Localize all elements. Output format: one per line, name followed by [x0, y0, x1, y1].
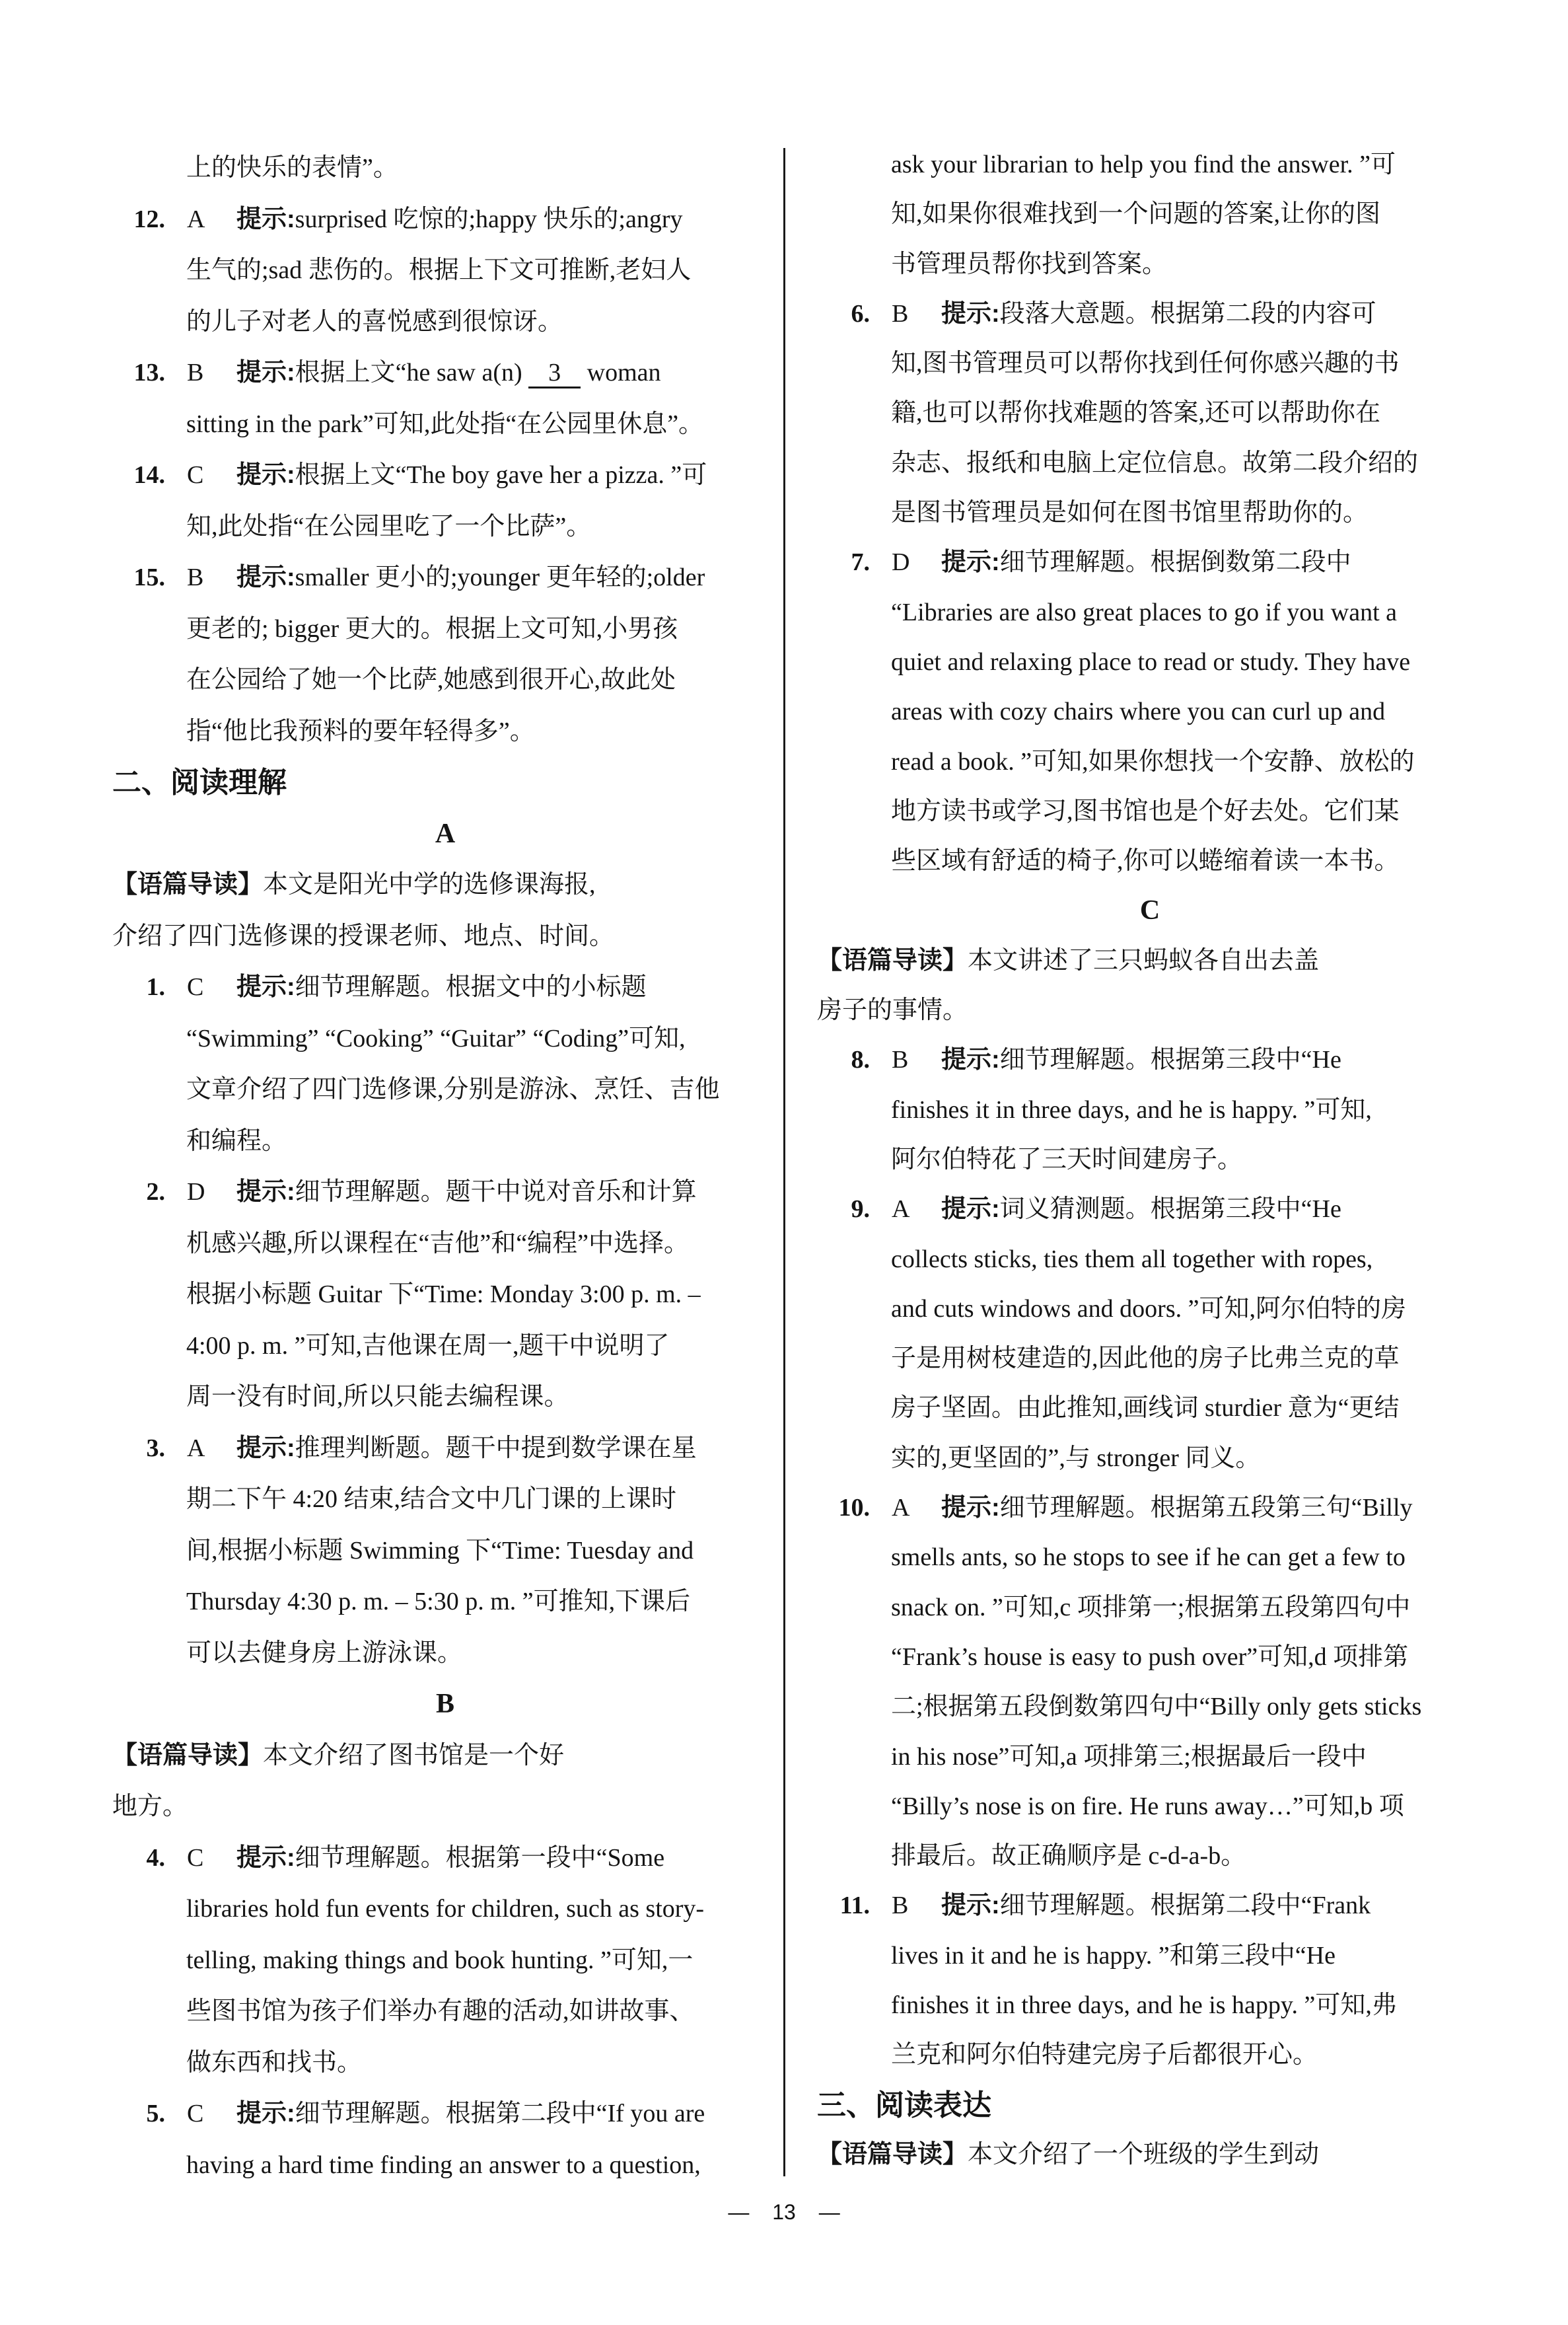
line-text: 上的快乐的表情”。: [186, 154, 398, 182]
line-text: 兰克和阿尔伯特建完房子后都很开心。: [891, 2041, 1318, 2069]
hint-label: 提示:: [941, 1494, 1000, 1522]
line-text: 根据上文“he saw a(n): [295, 359, 529, 387]
hint-label: 提示:: [236, 359, 295, 387]
answer-item-line: [112, 450, 778, 501]
line-text: ask your librarian to help you find the answer. ”可: [891, 151, 1396, 178]
line-text: 地方。: [112, 1792, 188, 1820]
hint-label: 提示:: [941, 1195, 1000, 1224]
line-text: smells ants, so he stops to see if he can get a few to: [891, 1543, 1406, 1572]
text-line: [817, 1135, 1483, 1185]
line-text: 地方读书或学习,图书馆也是个好去处。它们某: [891, 797, 1400, 825]
answer-letter: A: [892, 1494, 910, 1522]
line-text: 词义猜测题。根据第三段中“He: [999, 1195, 1341, 1224]
line-text: lives in it and he is happy. ”和第三段中“He: [891, 1941, 1336, 1970]
hint-label: 【语篇导读】: [817, 2140, 968, 2168]
line-text: 知,此处指“在公园里吃了一个比萨”。: [186, 512, 592, 540]
line-text: and cuts windows and doors. ”可知,阿尔伯特的房: [891, 1294, 1406, 1323]
answer-item-line: [817, 1881, 1483, 1931]
line-text: 间,根据小标题 Swimming 下“Time: Tuesday and: [186, 1536, 694, 1565]
line-text: 本文介绍了一个班级的学生到动: [968, 2140, 1320, 2168]
text-line: [112, 706, 778, 758]
line-text: 段落大意题。根据第二段的内容可: [999, 299, 1376, 328]
line-text: 指“他比我预料的要年轻得多”。: [186, 717, 535, 745]
hint-label: 提示:: [236, 1843, 295, 1872]
text-line: [817, 588, 1483, 638]
text-line: [112, 297, 778, 348]
line-text: snack on. ”可知,c 项排第一;根据第五段第四句中: [891, 1593, 1411, 1621]
answer-letter: A: [187, 205, 205, 233]
line-text: 实的,更坚固的”,与 stronger 同义。: [891, 1444, 1261, 1472]
text-line: [817, 737, 1483, 787]
line-text: telling, making things and book hunting. ”可知,一: [186, 1946, 694, 1974]
line-text: “Swimming” “Cooking” “Guitar” “Coding”可知,: [186, 1024, 686, 1052]
line-text: 生气的;sad 悲伤的。根据上下文可推断,老妇人: [186, 256, 692, 284]
line-text: areas with cozy chairs where you can curl up and: [891, 698, 1386, 726]
passage-intro-line: [112, 911, 778, 963]
answer-letter: C: [187, 1843, 204, 1872]
answer-item-line: [112, 1833, 778, 1884]
answer-letter: A: [892, 1195, 910, 1224]
answer-letter: B: [187, 359, 204, 387]
line-text: 些区域有舒适的椅子,你可以蜷缩着读一本书。: [891, 847, 1400, 875]
line-text: 做东西和找书。: [186, 2048, 363, 2077]
answer-letter: D: [187, 1178, 205, 1206]
item-number: 5.: [146, 2100, 165, 2127]
text-line: [817, 1782, 1483, 1831]
item-number: 2.: [146, 1178, 165, 1206]
passage-intro-line: [817, 2130, 1483, 2180]
answer-letter: B: [892, 299, 909, 328]
line-text: 根据上文“The boy gave her a pizza. ”可: [295, 461, 707, 489]
line-text: in his nose”可知,a 项排第三;根据最后一段中: [891, 1742, 1367, 1771]
answer-item-line: [112, 348, 778, 399]
line-text: 周一没有时间,所以只能去编程课。: [186, 1383, 569, 1411]
line-text: 细节理解题。题干中说对音乐和计算: [295, 1178, 697, 1206]
line-text: 文章介绍了四门选修课,分别是游泳、烹饪、吉他: [186, 1076, 720, 1103]
line-text: 房子坚固。由此推知,画线词 sturdier 意为“更结: [891, 1394, 1400, 1422]
text-line: [817, 787, 1483, 836]
answer-item-line: [112, 552, 778, 604]
passage-intro-line: [817, 936, 1483, 986]
answer-letter: C: [187, 461, 204, 489]
line-text: collects sticks, ties them all together with ropes,: [891, 1245, 1373, 1273]
line-text: quiet and relaxing place to read or study. They have: [891, 647, 1411, 676]
hint-label: 【语篇导读】: [817, 946, 968, 975]
text-line: [817, 1633, 1483, 1682]
line-text: “Frank’s house is easy to push over”可知,d 项排第: [891, 1642, 1409, 1671]
text-line: [112, 245, 778, 297]
text-line: [817, 140, 1483, 190]
text-line: [112, 143, 778, 194]
text-line: [817, 1334, 1483, 1384]
answer-letter: C: [187, 973, 204, 1001]
passage-intro-line: [817, 986, 1483, 1035]
hint-label: 提示:: [941, 548, 1000, 577]
item-number: 3.: [146, 1434, 165, 1462]
text-line: [112, 1372, 778, 1423]
text-line: [112, 501, 778, 553]
line-text: B: [435, 1689, 454, 1719]
column-divider: [783, 148, 785, 2176]
text-line: [817, 1732, 1483, 1782]
line-text: 阿尔伯特花了三天时间建房子。: [891, 1145, 1243, 1173]
text-line: [817, 240, 1483, 289]
line-text: having a hard time finding an answer to a question,: [186, 2151, 701, 2179]
text-line: [817, 1533, 1483, 1582]
text-line: [817, 2030, 1483, 2080]
line-text: 杂志、报纸和电脑上定位信息。故第二段介绍的: [891, 449, 1419, 477]
text-line: [817, 1583, 1483, 1633]
line-text: A: [435, 818, 456, 849]
text-line: [817, 1682, 1483, 1732]
text-line: [817, 1235, 1483, 1284]
answer-letter: B: [892, 1892, 909, 1920]
item-number: 11.: [839, 1892, 870, 1920]
passage-label: [112, 809, 778, 860]
text-line: [112, 1064, 778, 1116]
hint-label: 提示:: [236, 461, 295, 489]
hint-label: 提示:: [236, 1434, 295, 1462]
line-text: 房子的事情。: [817, 996, 968, 1025]
text-line: [817, 687, 1483, 737]
answer-letter: B: [187, 564, 204, 591]
line-text: 4:00 p. m. ”可知,吉他课在周一,题干中说明了: [186, 1331, 670, 1360]
line-text: read a book. ”可知,如果你想找一个安静、放松的: [891, 747, 1415, 776]
text-line: [817, 190, 1483, 239]
line-text: 二;根据第五段倒数第四句中“Billy only gets sticks: [891, 1693, 1422, 1721]
hint-label: 提示:: [236, 564, 295, 591]
text-line: [112, 1526, 778, 1577]
answer-item-line: [817, 1035, 1483, 1085]
text-line: [817, 1931, 1483, 1981]
hint-label: 【语篇导读】: [112, 871, 264, 899]
text-line: [112, 1474, 778, 1526]
line-text: 更老的; bigger 更大的。根据上文可知,小男孩: [186, 614, 678, 643]
text-line: [112, 1935, 778, 1987]
line-text: 本文介绍了图书馆是一个好: [263, 1741, 565, 1769]
line-text: 子是用树枝建造的,因此他的房子比弗兰克的草: [891, 1345, 1400, 1373]
passage-label: [817, 886, 1483, 936]
passage-intro-line: [112, 1730, 778, 1782]
text-line: [817, 1831, 1483, 1881]
line-text: 细节理解题。根据第二段中“If you are: [295, 2100, 705, 2127]
hint-label: 提示:: [236, 2100, 295, 2127]
item-number: 7.: [851, 548, 870, 577]
text-line: [112, 1321, 778, 1372]
item-number: 6.: [851, 299, 870, 328]
text-line: [112, 1576, 778, 1628]
line-text: Thursday 4:30 p. m. – 5:30 p. m. ”可推知,下课后: [186, 1588, 691, 1615]
line-text: 和编程。: [186, 1126, 287, 1155]
line-text: libraries hold fun events for children, such as story-: [186, 1895, 705, 1923]
hint-label: 提示:: [236, 205, 295, 233]
line-text: 知,如果你很难找到一个问题的答案,让你的图: [891, 200, 1381, 229]
line-text: 本文是阳光中学的选修课海报,: [263, 871, 596, 899]
line-text: 的儿子对老人的喜悦感到很惊讶。: [186, 307, 563, 336]
text-line: [112, 1218, 778, 1270]
left-column: [112, 143, 778, 2191]
text-line: [817, 488, 1483, 538]
answer-item-line: [817, 1185, 1483, 1234]
line-text: 根据小标题 Guitar 下“Time: Monday 3:00 p. m. –: [186, 1280, 701, 1308]
line-text: 籍,也可以帮你找难题的答案,还可以帮助你在: [891, 399, 1381, 427]
line-text: 细节理解题。根据倒数第二段中: [999, 548, 1351, 577]
item-number: 12.: [133, 205, 165, 233]
line-text: 排最后。故正确顺序是 c-d-a-b。: [891, 1842, 1246, 1870]
line-text: 细节理解题。根据文中的小标题: [295, 973, 647, 1001]
text-line: [817, 836, 1483, 886]
line-text: 期二下午 4:20 结束,结合文中几门课的上课时: [186, 1485, 677, 1513]
line-text: 是图书管理员是如何在图书馆里帮助你的。: [891, 499, 1369, 527]
line-text: sitting in the park”可知,此处指“在公园里休息”。: [186, 410, 704, 438]
text-line: [112, 604, 778, 655]
line-text: 细节理解题。根据第五段第三句“Billy: [999, 1494, 1413, 1522]
answer-item-line: [817, 1483, 1483, 1533]
hint-label: 提示:: [941, 1892, 1000, 1920]
item-number: 4.: [146, 1843, 165, 1872]
answer-letter: D: [892, 548, 910, 577]
item-number: 13.: [133, 359, 165, 387]
passage-intro-line: [112, 860, 778, 911]
line-text: surprised 吃惊的;happy 快乐的;angry: [295, 205, 683, 233]
line-text: 可以去健身房上游泳课。: [186, 1639, 463, 1667]
line-text: “Billy’s nose is on fire. He runs away…”可知,b 项: [891, 1792, 1404, 1820]
text-line: [817, 1284, 1483, 1334]
line-text: C: [1139, 895, 1160, 926]
line-text: woman: [581, 359, 661, 387]
line-text: “Libraries are also great places to go if you want a: [891, 598, 1398, 626]
answer-letter: C: [187, 2100, 204, 2127]
text-line: [817, 1434, 1483, 1483]
text-line: [817, 1384, 1483, 1433]
passage-label: [112, 1679, 778, 1730]
line-text: 在公园给了她一个比萨,她感到很开心,故此处: [186, 666, 676, 694]
hint-label: 提示:: [941, 299, 1000, 328]
text-line: [112, 655, 778, 706]
text-line: [112, 2140, 778, 2192]
item-number: 14.: [133, 461, 165, 489]
right-column: [817, 140, 1483, 2180]
line-text: 细节理解题。根据第三段中“He: [999, 1046, 1341, 1074]
line-text: 推理判断题。题干中提到数学课在星: [295, 1434, 697, 1462]
hint-label: 【语篇导读】: [112, 1741, 264, 1769]
text-line: [817, 439, 1483, 488]
line-text: smaller 更小的;younger 更年轻的;older: [295, 564, 705, 591]
hint-label: 提示:: [941, 1046, 1000, 1074]
line-text: 介绍了四门选修课的授课老师、地点、时间。: [112, 922, 615, 950]
answer-item-line: [112, 2088, 778, 2140]
text-line: [817, 339, 1483, 388]
answer-letter: A: [187, 1434, 205, 1462]
text-line: [112, 1884, 778, 1935]
text-line: [817, 388, 1483, 438]
item-number: 10.: [838, 1494, 870, 1522]
text-line: [817, 638, 1483, 687]
answer-item-line: [112, 1423, 778, 1475]
answer-item-line: [112, 194, 778, 246]
answer-letter: B: [892, 1046, 909, 1074]
line-text: 细节理解题。根据第一段中“Some: [295, 1843, 665, 1872]
hint-label: 提示:: [236, 1178, 295, 1206]
line-text: 知,图书管理员可以帮你找到任何你感兴趣的书: [891, 350, 1400, 378]
text-line: [817, 1981, 1483, 2030]
line-text: 书管理员帮你找到答案。: [891, 250, 1168, 278]
text-line: [112, 1628, 778, 1679]
text-line: [112, 1986, 778, 2038]
passage-intro-line: [112, 1781, 778, 1833]
item-number: 9.: [851, 1195, 870, 1224]
answer-item-line: [817, 289, 1483, 339]
text-line: [817, 1086, 1483, 1135]
line-text: finishes it in three days, and he is happy. ”可知,: [891, 1095, 1372, 1124]
page-number: — 13 —: [728, 2200, 840, 2224]
answer-item-line: [112, 962, 778, 1014]
line-text: 本文讲述了三只蚂蚁各自出去盖: [968, 946, 1320, 975]
text-line: [112, 1269, 778, 1321]
line-text: finishes it in three days, and he is happy. ”可知,弗: [891, 1991, 1397, 2019]
blank-answer: 3: [528, 359, 581, 388]
line-text: 细节理解题。根据第二段中“Frank: [999, 1892, 1371, 1920]
item-number: 8.: [851, 1046, 870, 1074]
line-text: 三、阅读表达: [817, 2088, 991, 2122]
section-heading: [817, 2081, 1483, 2130]
section-heading: [112, 757, 778, 809]
line-text: 机感兴趣,所以课程在“吉他”和“编程”中选择。: [186, 1229, 689, 1257]
hint-label: 提示:: [236, 973, 295, 1001]
text-line: [112, 2038, 778, 2089]
text-line: [112, 1014, 778, 1065]
item-number: 15.: [133, 564, 165, 591]
text-line: [112, 1116, 778, 1167]
line-text: 二、阅读理解: [112, 766, 287, 799]
text-line: [112, 399, 778, 451]
answer-item-line: [817, 538, 1483, 587]
line-text: 些图书馆为孩子们举办有趣的活动,如讲故事、: [186, 1997, 695, 2025]
item-number: 1.: [146, 973, 165, 1001]
answer-item-line: [112, 1167, 778, 1218]
